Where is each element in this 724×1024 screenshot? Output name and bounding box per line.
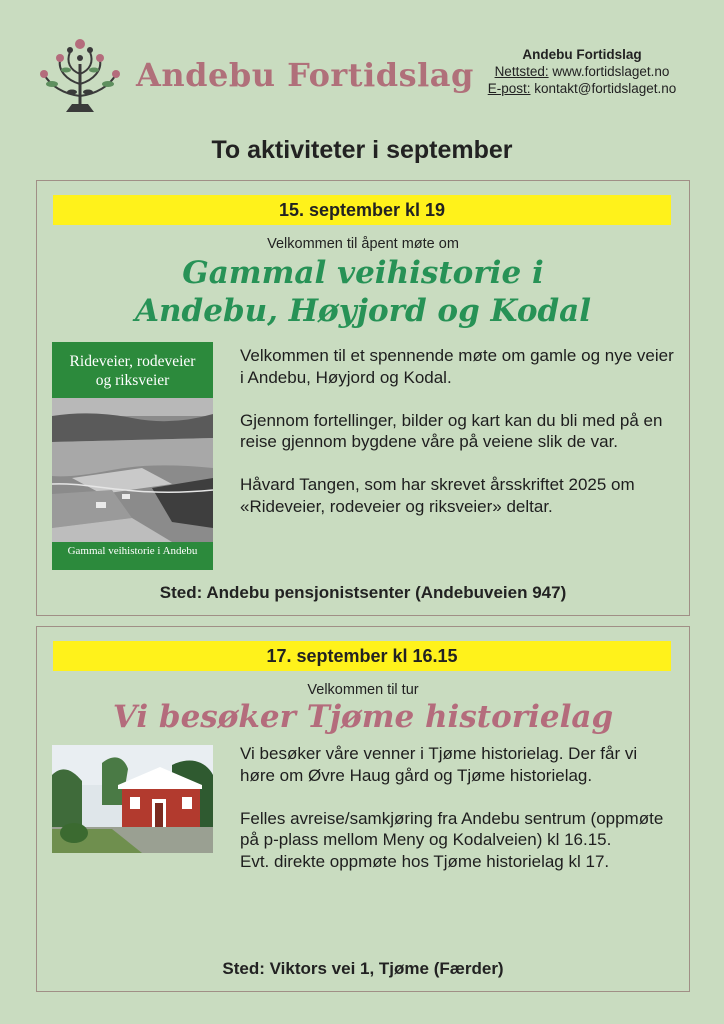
event-1-paragraph-2: Gjennom fortellinger, bilder og kart kan du bli med på en reise gjennom bygdene våre på veiene slik de var.	[240, 410, 663, 451]
tree-of-life-logo-icon	[36, 34, 124, 116]
event-1-place: Sted: Andebu pensjonistsenter (Andebuveien 947)	[159, 583, 567, 602]
event-2-headline: Vi besøker Tjøme historielag	[112, 699, 614, 735]
book-subtitle: Gammal veihistorie i Andebu	[67, 545, 198, 557]
event-1-headline-line1: Gammal veihistorie i	[182, 255, 544, 291]
event-1-date-banner: 15. september kl 19	[53, 195, 671, 225]
event-2-place: Sted: Viktors vei 1, Tjøme (Færder)	[222, 959, 504, 978]
event-2-paragraph-3: Evt. direkte oppmøte hos Tjøme historielag kl 17.	[240, 851, 610, 871]
event-2-paragraph-1: Vi besøker våre venner i Tjøme historielag. Der får vi høre om Øvre Haug gård og Tjøme historielag.	[240, 744, 638, 785]
event-1-headline-line2: Andebu, Høyjord og Kodal	[134, 293, 592, 329]
event-2-description	[240, 743, 676, 894]
book-title	[52, 352, 213, 390]
event-1-paragraph-1: Velkommen til et spennende møte om gamle og nye veier i Andebu, Høyjord og Kodal.	[240, 346, 674, 387]
event-1-box	[36, 180, 690, 616]
event-1-description	[240, 345, 676, 539]
website-label: Nettsted:	[494, 64, 549, 79]
event-2-intro: Velkommen til tur	[307, 682, 419, 698]
event-2-paragraph-2: Felles avreise/samkjøring fra Andebu sentrum (oppmøte på p-plass mellom Meny og Kodalveien) kl 16.15.	[240, 808, 664, 849]
aerial-landscape-photo	[52, 398, 213, 542]
contact-block	[472, 46, 692, 97]
email-line	[472, 80, 692, 97]
book-title-line1: Rideveier, rodeveier	[69, 353, 196, 370]
book-title-line2: og riksveier	[95, 372, 170, 389]
red-house-photo	[52, 745, 213, 853]
website-link[interactable]: www.fortidslaget.no	[552, 64, 670, 79]
email-link[interactable]: kontakt@fortidslaget.no	[534, 81, 677, 96]
website-line	[472, 63, 692, 80]
book-cover-image	[52, 342, 213, 570]
event-1-paragraph-3: Håvard Tangen, som har skrevet årsskriftet 2025 om «Rideveier, rodeveier og riksveier» deltar.	[240, 475, 635, 516]
email-label: E-post:	[487, 81, 531, 96]
page-title: To aktiviteter i september	[211, 136, 513, 164]
contact-name: Andebu Fortidslag	[522, 47, 642, 62]
event-2-date-banner: 17. september kl 16.15	[53, 641, 671, 671]
org-title: Andebu Fortidslag	[136, 56, 474, 94]
event-2-box	[36, 626, 690, 992]
event-1-intro: Velkommen til åpent møte om	[267, 236, 459, 252]
